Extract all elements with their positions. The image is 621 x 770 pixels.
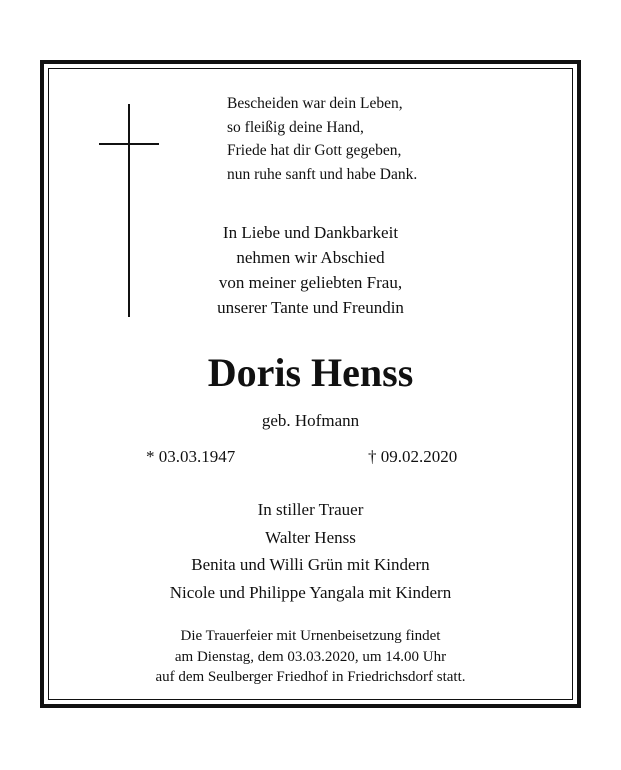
- birth-date: * 03.03.1947: [146, 447, 236, 466]
- farewell-text: [44, 220, 577, 320]
- verse-line: Friede hat dir Gott gegeben,: [227, 142, 402, 159]
- mourners-line: Benita und Willi Grün mit Kindern: [191, 555, 430, 574]
- obituary-frame: [40, 60, 581, 708]
- cross-horizontal-bar: [99, 143, 159, 145]
- verse-line: Bescheiden war dein Leben,: [227, 95, 403, 112]
- farewell-line: unserer Tante und Freundin: [217, 298, 404, 317]
- verse-line: so fleißig deine Hand,: [227, 118, 364, 136]
- farewell-line: von meiner geliebten Frau,: [218, 273, 403, 292]
- ceremony-line: Die Trauerfeier mit Urnenbeisetzung findet: [180, 628, 441, 644]
- ceremony-line: am Dienstag, dem 03.03.2020, um 14.00 Uhr: [174, 648, 447, 665]
- farewell-line: In Liebe und Dankbarkeit: [222, 223, 399, 242]
- mourners-line: Walter Henss: [265, 527, 356, 547]
- deceased-name: Doris Henss: [207, 350, 414, 395]
- farewell-line: nehmen wir Abschied: [236, 248, 385, 267]
- ceremony-line: auf dem Seulberger Friedhof in Friedrichsdorf statt.: [155, 669, 466, 685]
- mourners-list: [44, 496, 577, 606]
- mourners-line: Nicole und Philippe Yangala mit Kindern: [169, 582, 452, 602]
- mourners-line: In stiller Trauer: [257, 500, 364, 519]
- verse-line: nun ruhe sanft und habe Dank.: [227, 165, 418, 183]
- ceremony-info: [44, 626, 577, 688]
- death-date: † 09.02.2020: [368, 447, 458, 466]
- maiden-name: geb. Hofmann: [261, 411, 360, 430]
- memorial-verse: [227, 92, 417, 186]
